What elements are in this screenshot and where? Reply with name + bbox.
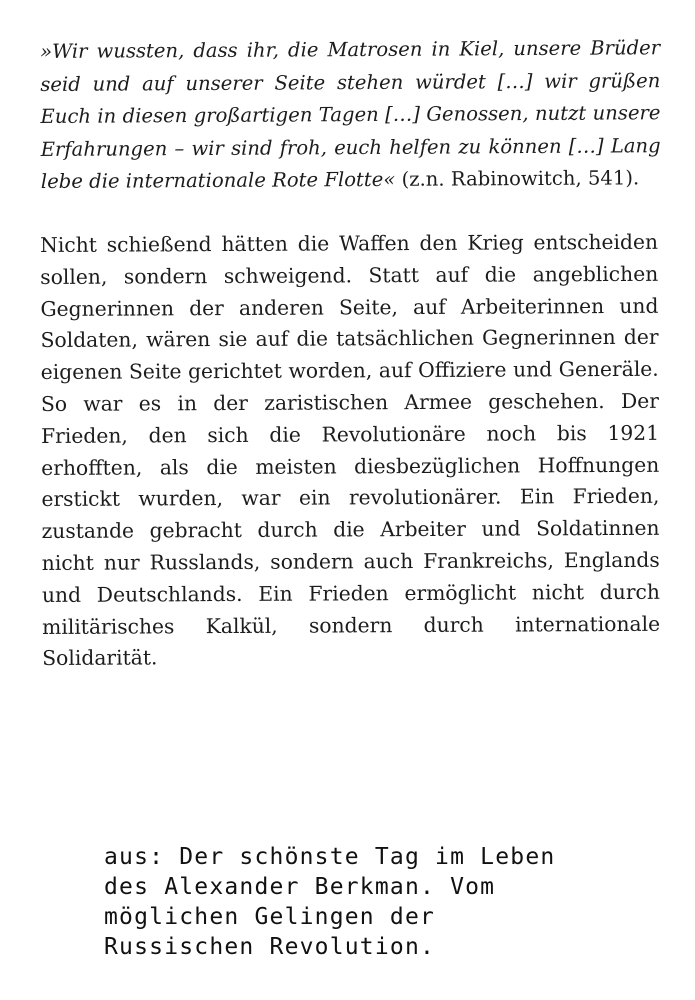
- body-paragraph: Nicht schießend hätten die Waffen den Krieg entscheiden sollen, sondern schweigend. Statt auf die angeblichen Gegnerinnen der anderen Seite, auf Arbeiterinnen und Soldaten, wären sie auf die tatsächlichen Gegnerinnen der eigenen Seite gerichtet worden, auf Offiziere und Generäle. So war es in der zaristischen Armee geschehen. Der Frieden, den sich die Revolutionäre noch bis 1921 erhofften, als die meisten diesbezüglichen Hoffnungen erstickt wurden, war ein revolutionärer. Ein Frieden, zustande gebracht durch die Arbeiter und Soldatinnen nicht nur Russlands, sondern auch Frankreichs, Englands und Deutschlands. Ein Frieden ermöglicht nicht durch militärisches Kalkül, sondern durch internationale Solidarität.: [40, 229, 661, 671]
- caption-line: Russischen Revolution.: [104, 934, 436, 960]
- quote-text: »Wir wussten, dass ihr, die Matrosen in Kiel, unsere Brüder seid und auf unserer Seite stehen würdet […] wir grüßen Euch in diesen großartigen Tagen […] Genossen, nutzt unsere Erfahrungen – wir sind froh, euch helfen zu können […] Lang lebe die internationale Rote Flotte«: [40, 36, 661, 193]
- caption-line: möglichen Gelingen der: [104, 904, 436, 930]
- caption-line: aus: Der schönste Tag im Leben: [104, 844, 556, 870]
- caption-line: des Alexander Berkman. Vom: [104, 874, 496, 900]
- source-caption: [104, 842, 664, 962]
- block-quote: [40, 32, 661, 198]
- quote-citation: (z.n. Rabinowitch, 541).: [395, 166, 640, 191]
- show-through-line: [40, 198, 660, 216]
